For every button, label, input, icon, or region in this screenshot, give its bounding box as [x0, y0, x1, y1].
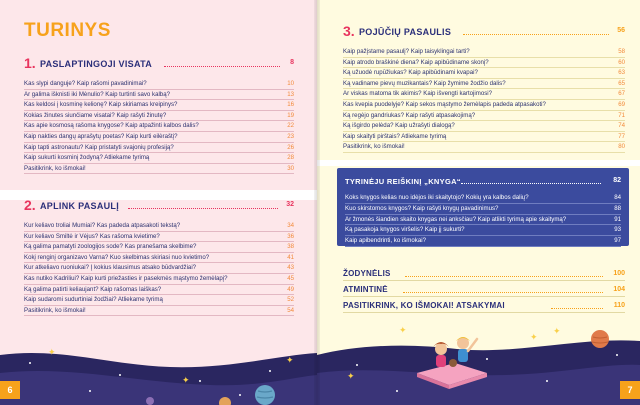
toc-entry[interactable] — [343, 89, 625, 100]
entry-page: 67 — [618, 90, 625, 98]
section-header[interactable] — [24, 55, 294, 72]
leader-dots — [405, 276, 603, 277]
entry-text: Kaip skaityti pirštais? Atliekame tyrimą — [343, 132, 447, 140]
entry-text: Kas keldosi į kosminę kelionę? Kaip skiriamas kreipinys? — [24, 101, 178, 109]
entry-text: Kokį renginį organizavo Varna? Kuo skelbimas skiriasi nuo kvietimo? — [24, 253, 210, 261]
entry-text: Pasitikrink, ko išmokai! — [343, 143, 405, 151]
entry-page: 93 — [614, 226, 621, 234]
section-header[interactable] — [343, 23, 625, 40]
entry-page: 34 — [287, 222, 294, 229]
entry-page: 23 — [287, 132, 294, 140]
toc-entry[interactable] — [24, 153, 294, 164]
toc-extra-atsakymai[interactable] — [343, 300, 625, 313]
section-page: 32 — [286, 201, 294, 208]
toc-entry[interactable] — [24, 100, 294, 111]
toc-entry[interactable] — [343, 58, 625, 69]
toc-entry[interactable] — [345, 225, 621, 236]
entry-page: 65 — [618, 79, 625, 87]
toc-entry[interactable] — [345, 215, 621, 226]
section-title: POJŪČIŲ PASAULIS — [359, 27, 452, 37]
extra-title: ATMINTINĖ — [343, 285, 388, 294]
toc-extra-zodynelis[interactable] — [343, 268, 625, 281]
section-title: APLINK PASAULĮ — [40, 201, 120, 211]
entry-page: 43 — [287, 264, 294, 272]
toc-entry[interactable] — [24, 132, 294, 143]
extra-page: 104 — [613, 286, 625, 293]
entry-text: Kas kvepia puodelyje? Kaip sekos mąstymo žemėlapis padeda atpasakoti? — [343, 100, 546, 108]
entry-text: Ką vadiname pievų muzikantais? Kaip žymime žodžio dalis? — [343, 79, 506, 87]
entry-text: Pasitikrink, ko išmokai! — [24, 164, 86, 172]
toc-entry[interactable] — [24, 263, 294, 274]
entry-text: Kaip sudaromi sudurtiniai žodžiai? Atliekame tyrimą — [24, 296, 163, 304]
book-gutter — [314, 0, 320, 405]
planet-icon — [146, 397, 154, 405]
extra-page: 100 — [613, 270, 625, 277]
toc-entry[interactable] — [343, 111, 625, 122]
special-section-page: 82 — [613, 177, 621, 184]
entry-text: Ką išgirdo pelėda? Kaip užrašyti dialogą? — [343, 122, 455, 130]
entry-page: 45 — [287, 274, 294, 282]
entry-page: 26 — [287, 143, 294, 151]
entry-page: 10 — [287, 80, 294, 87]
toc-entry[interactable] — [24, 242, 294, 253]
entry-list — [345, 193, 621, 247]
entry-text: Ką pasakoja knygos viršelis? Kaip jį sukurti? — [345, 226, 465, 234]
toc-entry[interactable] — [24, 285, 294, 296]
toc-title: TURINYS — [24, 20, 111, 41]
star-icon: ✦ — [399, 325, 407, 335]
toc-entry[interactable] — [343, 142, 625, 153]
entry-text: Kur keliavo Smiltė ir Vėjus? Kas rašoma kvietime? — [24, 232, 160, 240]
toc-entry[interactable] — [343, 47, 625, 58]
entry-list — [24, 79, 294, 174]
entry-page: 16 — [287, 101, 294, 109]
toc-entry[interactable] — [24, 90, 294, 101]
leader-dots — [551, 308, 603, 309]
section-number: 2. — [24, 197, 36, 213]
entry-page: 36 — [287, 232, 294, 240]
entry-page: 49 — [287, 285, 294, 293]
star-icon: ✦ — [553, 326, 561, 336]
entry-page: 97 — [614, 237, 621, 245]
toc-entry[interactable] — [345, 193, 621, 204]
entry-text: Kaip pažįstame pasaulį? Kaip taisyklingai tarti? — [343, 48, 470, 55]
right-page — [317, 0, 640, 405]
page-number-right: 7 — [620, 381, 640, 399]
entry-text: Kas apie kosmosą rašoma knygose? Kaip atpažinti kalbos dalis? — [24, 122, 199, 130]
entry-text: Koks knygos kelias nuo idėjos iki skaitytojo? Kokių yra kalbos dalių? — [345, 194, 529, 201]
entry-list — [343, 47, 625, 153]
toc-entry[interactable] — [345, 236, 621, 247]
toc-entry[interactable] — [24, 164, 294, 175]
toc-entry[interactable] — [343, 100, 625, 111]
toc-entry[interactable] — [343, 132, 625, 143]
toc-entry[interactable] — [345, 204, 621, 215]
entry-text: Kuo skirstomos knygos? Kaip rašyti knygų pavadinimus? — [345, 204, 499, 212]
section-page: 56 — [617, 27, 625, 34]
entry-text: Kokias žinutes siunčiame visatai? Kaip rašyti žinutę? — [24, 111, 167, 119]
entry-page: 69 — [618, 100, 625, 108]
entry-text: Kur keliavo troliai Mumiai? Kas padeda atpasakoti tekstą? — [24, 222, 181, 229]
star-icon: ✦ — [530, 332, 538, 342]
entry-page: 84 — [614, 194, 621, 201]
leader-dots — [461, 183, 601, 184]
entry-text: Ką galima patirti keliaujant? Kaip rašomas laiškas? — [24, 285, 162, 293]
entry-page: 19 — [287, 111, 294, 119]
entry-page: 54 — [287, 306, 294, 314]
entry-page: 28 — [287, 154, 294, 162]
section-divider — [317, 160, 640, 166]
entry-text: Kaip atrodo braškinė diena? Kaip apibūdiname skonį? — [343, 58, 489, 66]
entry-page: 74 — [618, 122, 625, 130]
leader-dots — [164, 66, 280, 67]
toc-entry[interactable] — [343, 121, 625, 132]
star-icon: ✦ — [182, 375, 190, 385]
star-icon: ✦ — [347, 371, 355, 381]
entry-page: 38 — [287, 243, 294, 251]
star-icon: ✦ — [48, 347, 56, 357]
extra-title: ŽODYNĖLIS — [343, 269, 391, 278]
entry-text: Kas slypi danguje? Kaip rašomi pavadinimai? — [24, 80, 147, 87]
entry-text: Ar galima išknisti iki Mėnulio? Kaip turtinti savo kalbą? — [24, 90, 170, 98]
entry-page: 22 — [287, 122, 294, 130]
entry-page: 88 — [614, 204, 621, 212]
star-icon: ✦ — [286, 355, 294, 365]
toc-entry[interactable] — [24, 111, 294, 122]
entry-text: Ką galima pamatyti zoologijos sode? Kas pranešama skelbime? — [24, 243, 197, 251]
night-sky-illustration — [0, 325, 317, 405]
entry-text: Pasitikrink, ko išmokai! — [24, 306, 86, 314]
entry-text: Kaip apibendrinti, ko išmokai? — [345, 237, 426, 245]
special-section-title[interactable]: TYRINĖJU REIŠKINĮ „KNYGA“ — [345, 177, 461, 186]
page-number-left: 6 — [0, 381, 20, 399]
entry-text: Kaip tapti astronautu? Kaip pristatyti svajonių profesiją? — [24, 143, 174, 151]
toc-entry[interactable] — [24, 221, 294, 232]
entry-page: 91 — [614, 215, 621, 223]
entry-page: 60 — [618, 58, 625, 66]
section-title: PASLAPTINGOJI VISATA — [40, 59, 153, 69]
entry-list — [24, 221, 294, 316]
toc-entry[interactable] — [343, 68, 625, 79]
entry-text: Ar žmonės šiandien skaito knygas nei anksčiau? Kaip atlikti tyrimą apie skaitymą? — [345, 215, 567, 223]
toc-entry[interactable] — [24, 143, 294, 154]
entry-text: Kas nutiko Kadriliui? Kaip kurti priežasties ir pasekmės mąstymo žemėlapį? — [24, 274, 228, 282]
entry-text: Kur atkeliavo ruoniukai? Į kokius klausimus atsako būdvardžiai? — [24, 264, 197, 272]
toc-entry[interactable] — [343, 79, 625, 90]
toc-entry[interactable] — [24, 232, 294, 243]
extra-title: PASITIKRINK, KO IŠMOKAI! ATSAKYMAI — [343, 301, 505, 310]
section-number: 3. — [343, 23, 355, 39]
entry-text: Ar viskas matoma tik akimis? Kaip išvengti kartojimosi? — [343, 90, 493, 98]
entry-page: 13 — [287, 90, 294, 98]
entry-text: Kaip sukurti kosminį žodyną? Atliekame tyrimą — [24, 154, 150, 162]
toc-extra-atmintine[interactable] — [343, 284, 625, 297]
planet-icon — [255, 385, 275, 405]
planet-icon — [591, 330, 609, 348]
entry-page: 71 — [618, 111, 625, 119]
toc-entry[interactable] — [24, 295, 294, 306]
section-divider — [0, 190, 317, 200]
section-number: 1. — [24, 55, 36, 71]
leader-dots — [403, 292, 603, 293]
entry-page: 41 — [287, 253, 294, 261]
entry-page: 63 — [618, 69, 625, 77]
entry-page: 58 — [618, 48, 625, 55]
leader-dots — [128, 208, 278, 209]
toc-entry[interactable] — [24, 253, 294, 264]
toc-entry[interactable] — [24, 274, 294, 285]
toc-entry[interactable] — [24, 121, 294, 132]
special-section-box — [337, 168, 629, 246]
entry-text: Kaip nakties dangų aprašytų poetas? Kaip kurti eilėraštį? — [24, 132, 178, 140]
left-page — [0, 0, 317, 405]
entry-page: 80 — [618, 143, 625, 151]
toc-entry[interactable] — [24, 79, 294, 90]
entry-text: Ką regėjo gandriukas? Kaip rašyti atpasakojimą? — [343, 111, 476, 119]
night-sky-illustration — [317, 315, 640, 405]
entry-page: 30 — [287, 164, 294, 172]
entry-page: 52 — [287, 296, 294, 304]
entry-text: Ką užuodė rupūžiukas? Kaip apibūdinami kvapai? — [343, 69, 478, 77]
extra-page: 110 — [613, 302, 625, 309]
section-page: 8 — [290, 59, 294, 66]
section-header[interactable] — [24, 197, 294, 214]
leader-dots — [463, 34, 609, 35]
toc-entry[interactable] — [24, 306, 294, 317]
entry-page: 77 — [618, 132, 625, 140]
